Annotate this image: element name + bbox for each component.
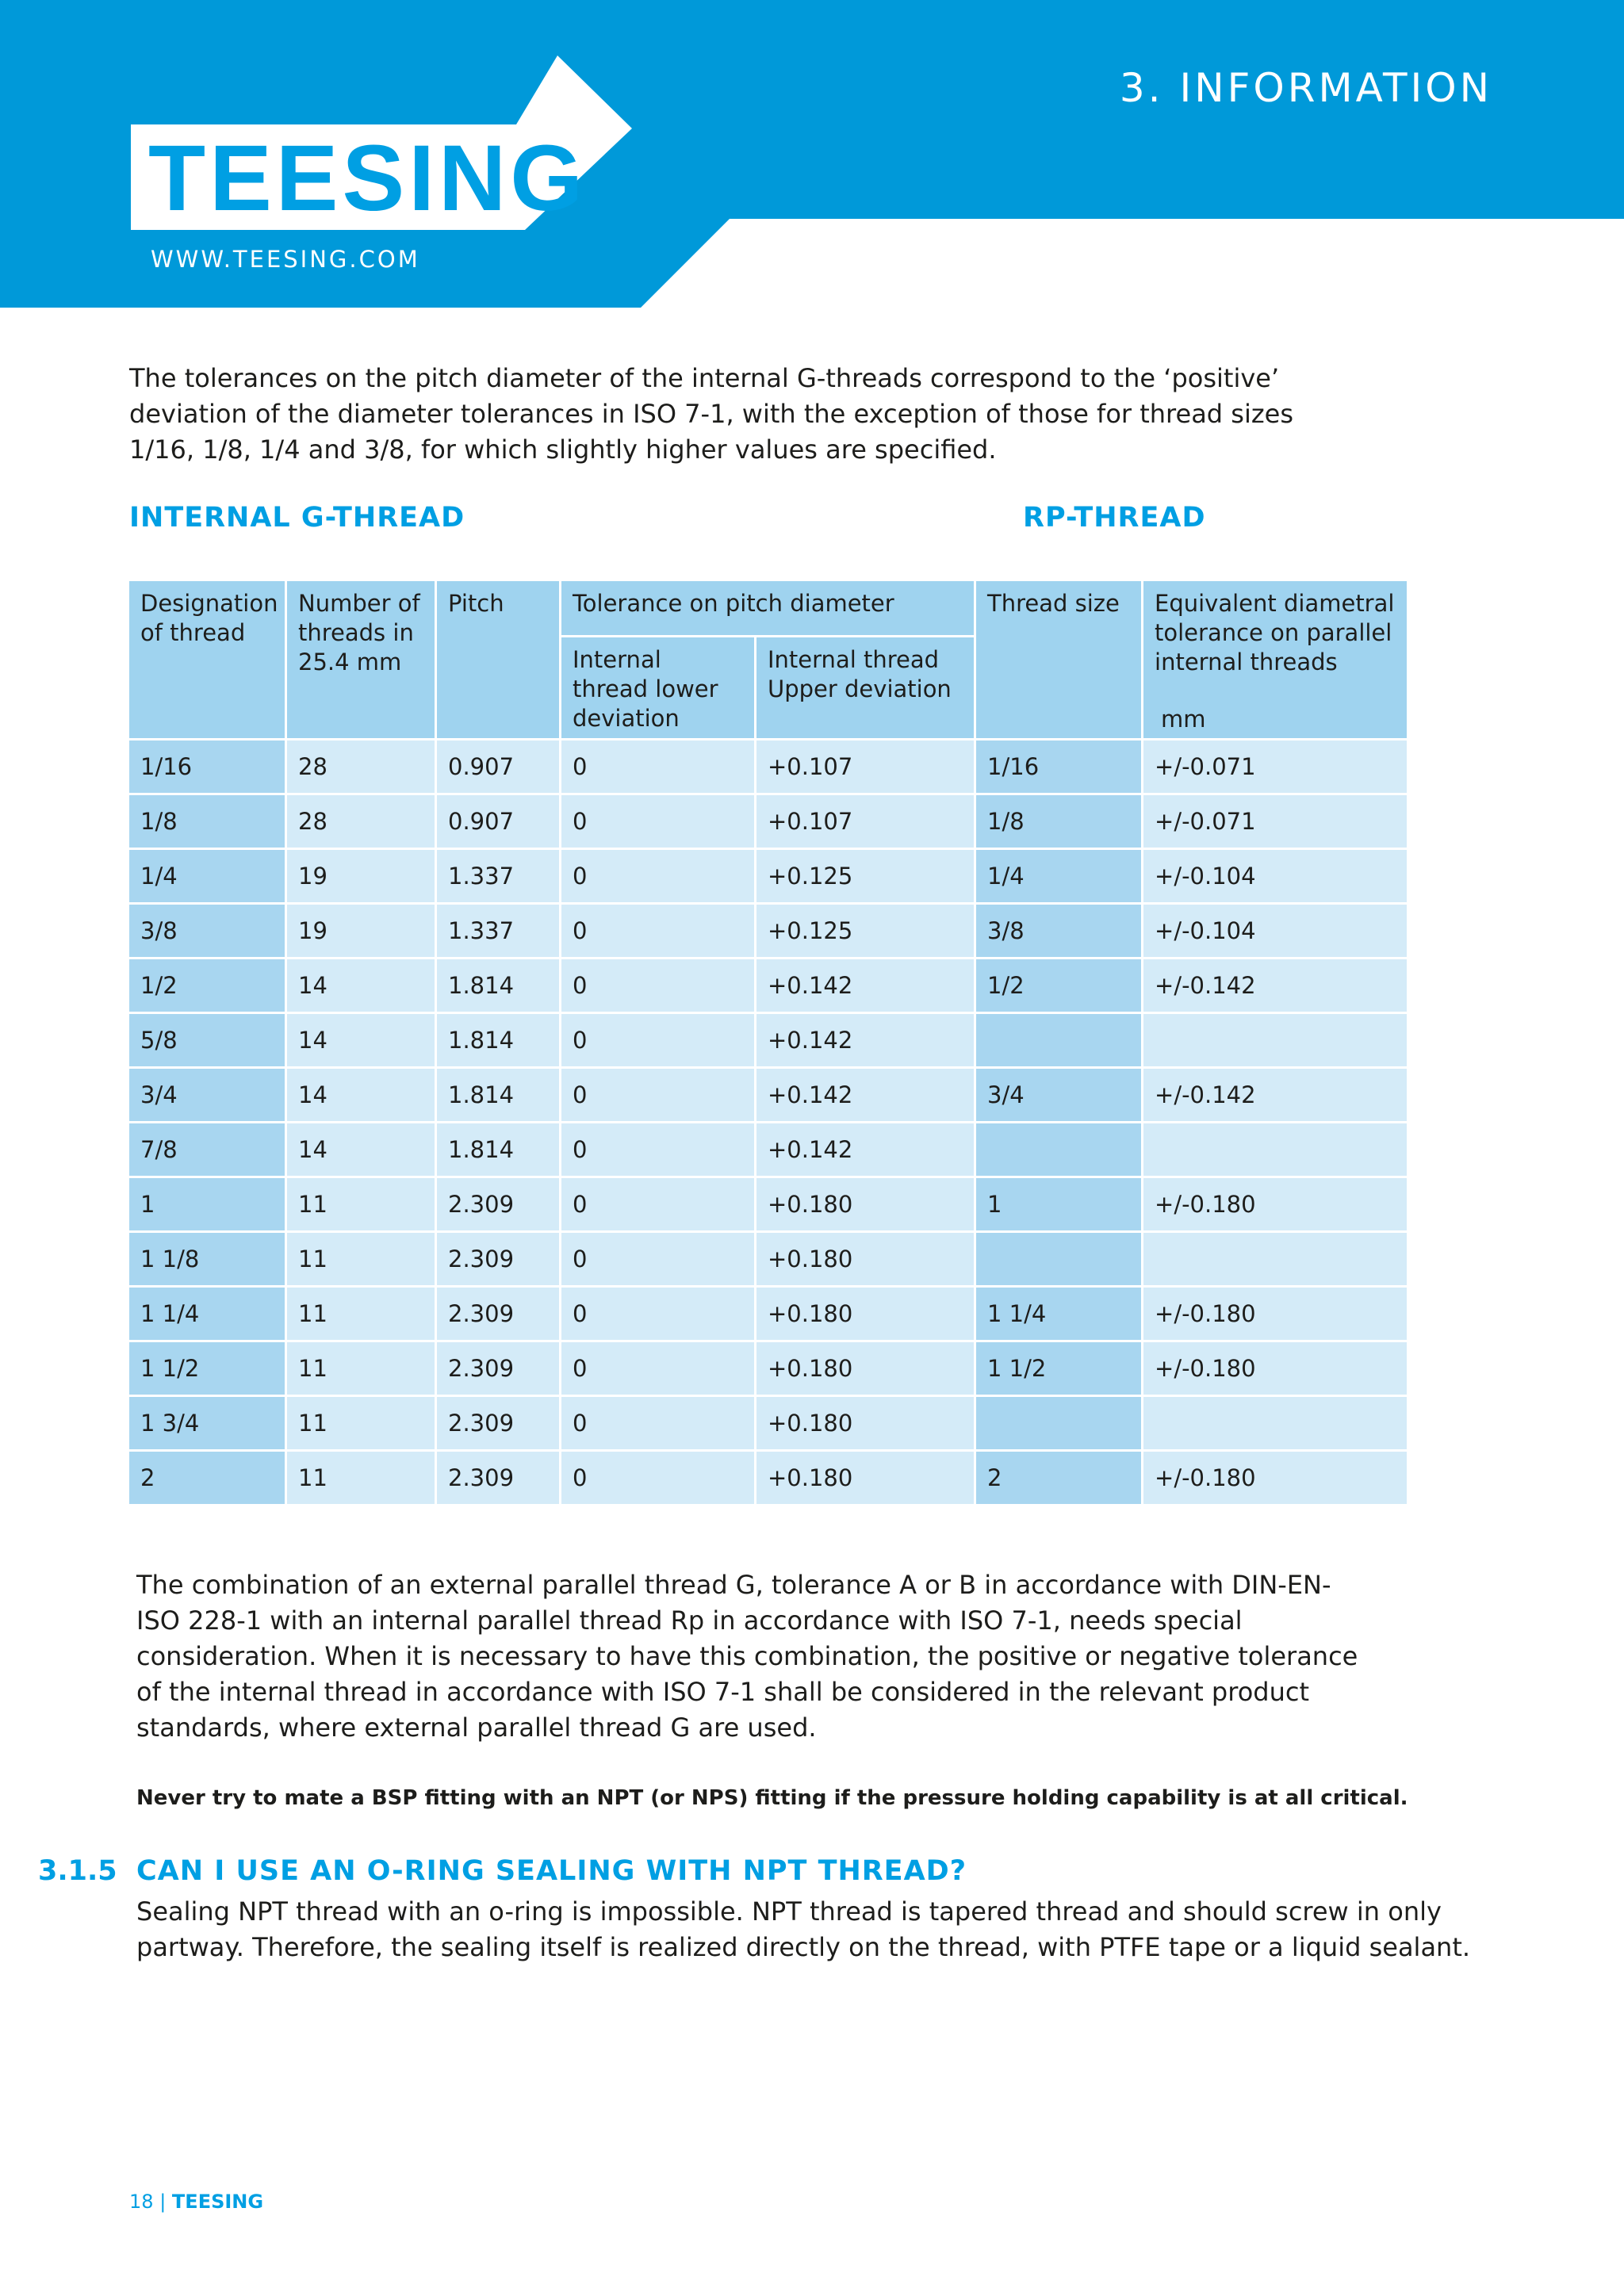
- cell-upper-deviation: +0.180: [756, 1397, 974, 1449]
- table-row: [129, 1288, 1407, 1340]
- cell-thread-size: 1 1/2: [976, 1342, 1141, 1395]
- cell-pitch: 1.814: [437, 1123, 559, 1176]
- cell-lower-deviation: 0: [561, 1014, 754, 1066]
- page-footer: [129, 2191, 263, 2213]
- table-row: [129, 850, 1407, 902]
- cell-designation: 1 3/4: [129, 1397, 285, 1449]
- cell-designation: 1/16: [129, 740, 285, 793]
- header-pitch: Pitch: [437, 581, 559, 738]
- cell-upper-deviation: +0.125: [756, 850, 974, 902]
- cell-upper-deviation: +0.180: [756, 1288, 974, 1340]
- cell-threads: 11: [287, 1342, 435, 1395]
- cell-equivalent-tolerance: +/-0.180: [1143, 1452, 1407, 1504]
- header-equivalent-text: Equivalent diametral tolerance on parallel internal threads: [1155, 590, 1395, 675]
- table-row: [129, 740, 1407, 793]
- cell-equivalent-tolerance: [1143, 1123, 1407, 1176]
- footer-separator: |: [159, 2191, 167, 2213]
- header-upper-deviation: Internal thread Upper deviation: [756, 637, 974, 738]
- table-row: [129, 1123, 1407, 1176]
- cell-upper-deviation: +0.142: [756, 1069, 974, 1121]
- cell-lower-deviation: 0: [561, 1069, 754, 1121]
- cell-thread-size: [976, 1233, 1141, 1285]
- cell-thread-size: 3/8: [976, 905, 1141, 957]
- cell-pitch: 1.814: [437, 1069, 559, 1121]
- cell-thread-size: 1 1/4: [976, 1288, 1141, 1340]
- cell-pitch: 2.309: [437, 1233, 559, 1285]
- cell-upper-deviation: +0.142: [756, 1123, 974, 1176]
- cell-pitch: 2.309: [437, 1397, 559, 1449]
- cell-equivalent-tolerance: +/-0.104: [1143, 850, 1407, 902]
- cell-upper-deviation: +0.180: [756, 1178, 974, 1230]
- cell-upper-deviation: +0.180: [756, 1233, 974, 1285]
- cell-pitch: 1.814: [437, 1014, 559, 1066]
- cell-equivalent-tolerance: +/-0.180: [1143, 1288, 1407, 1340]
- cell-lower-deviation: 0: [561, 959, 754, 1012]
- cell-upper-deviation: +0.107: [756, 795, 974, 848]
- cell-lower-deviation: 0: [561, 1452, 754, 1504]
- cell-lower-deviation: 0: [561, 1233, 754, 1285]
- table-row: [129, 905, 1407, 957]
- cell-pitch: 0.907: [437, 795, 559, 848]
- cell-threads: 14: [287, 1014, 435, 1066]
- cell-thread-size: 1: [976, 1178, 1141, 1230]
- cell-upper-deviation: +0.180: [756, 1342, 974, 1395]
- cell-equivalent-tolerance: +/-0.071: [1143, 795, 1407, 848]
- cell-thread-size: 1/2: [976, 959, 1141, 1012]
- cell-lower-deviation: 0: [561, 795, 754, 848]
- cell-upper-deviation: +0.107: [756, 740, 974, 793]
- cell-lower-deviation: 0: [561, 850, 754, 902]
- cell-designation: 1/8: [129, 795, 285, 848]
- cell-threads: 28: [287, 740, 435, 793]
- cell-lower-deviation: 0: [561, 1178, 754, 1230]
- cell-pitch: 1.337: [437, 850, 559, 902]
- cell-equivalent-tolerance: +/-0.104: [1143, 905, 1407, 957]
- cell-lower-deviation: 0: [561, 905, 754, 957]
- cell-threads: 11: [287, 1452, 435, 1504]
- cell-lower-deviation: 0: [561, 1342, 754, 1395]
- cell-thread-size: 1/4: [976, 850, 1141, 902]
- cell-designation: 1/4: [129, 850, 285, 902]
- warning-note: Never try to mate a BSP fitting with an NPT (or NPS) fitting if the pressure holding capability is at all critical.: [136, 1786, 1408, 1810]
- cell-pitch: 1.814: [437, 959, 559, 1012]
- question-answer: Sealing NPT thread with an o-ring is impossible. NPT thread is tapered thread and should screw in only partway. Therefore, the sealing itself is realized directly on the thread, with PTFE tape or a liquid sealant.: [136, 1896, 1471, 1962]
- combination-paragraph: The combination of an external parallel thread G, tolerance A or B in accordance with DIN-EN-ISO 228-1 with an internal parallel thread Rp in accordance with ISO 7-1, needs special consideration. When it is necessary to have this combination, the positive or negative tolerance of the internal thread in accordance with ISO 7-1 shall be considered in the relevant product standards, where external parallel thread G are used.: [136, 1570, 1358, 1743]
- header-tolerance: Tolerance on pitch diameter: [561, 581, 974, 635]
- footer-brand: TEESING: [171, 2191, 264, 2213]
- cell-thread-size: [976, 1397, 1141, 1449]
- cell-equivalent-tolerance: +/-0.180: [1143, 1342, 1407, 1395]
- cell-threads: 11: [287, 1178, 435, 1230]
- cell-lower-deviation: 0: [561, 1123, 754, 1176]
- cell-equivalent-tolerance: +/-0.180: [1143, 1178, 1407, 1230]
- table-row: [129, 1233, 1407, 1285]
- cell-equivalent-tolerance: [1143, 1397, 1407, 1449]
- header-thread-size: Thread size: [976, 581, 1141, 738]
- table-row: [129, 1178, 1407, 1230]
- question-number: 3.1.5: [38, 1855, 117, 1887]
- cell-threads: 11: [287, 1397, 435, 1449]
- table-row: [129, 795, 1407, 848]
- question-title: CAN I USE AN O-RING SEALING WITH NPT THREAD?: [136, 1855, 967, 1887]
- cell-designation: 1/2: [129, 959, 285, 1012]
- cell-equivalent-tolerance: +/-0.142: [1143, 959, 1407, 1012]
- cell-designation: 5/8: [129, 1014, 285, 1066]
- cell-thread-size: 3/4: [976, 1069, 1141, 1121]
- cell-threads: 11: [287, 1233, 435, 1285]
- header-equivalent-tolerance: [1143, 581, 1407, 738]
- table-row: [129, 1342, 1407, 1395]
- cell-pitch: 2.309: [437, 1178, 559, 1230]
- cell-thread-size: [976, 1123, 1141, 1176]
- header-unit-mm: mm: [1161, 706, 1206, 733]
- table-row: [129, 1452, 1407, 1504]
- cell-thread-size: [976, 1014, 1141, 1066]
- cell-pitch: 2.309: [437, 1288, 559, 1340]
- section-title: 3. INFORMATION: [1119, 65, 1492, 111]
- cell-upper-deviation: +0.142: [756, 1014, 974, 1066]
- caption-internal-g-thread: INTERNAL G-THREAD: [129, 502, 465, 534]
- cell-designation: 7/8: [129, 1123, 285, 1176]
- cell-equivalent-tolerance: +/-0.071: [1143, 740, 1407, 793]
- cell-equivalent-tolerance: +/-0.142: [1143, 1069, 1407, 1121]
- cell-designation: 3/8: [129, 905, 285, 957]
- cell-designation: 1 1/2: [129, 1342, 285, 1395]
- cell-thread-size: 1/16: [976, 740, 1141, 793]
- cell-threads: 11: [287, 1288, 435, 1340]
- table-row: [129, 959, 1407, 1012]
- header-designation: Designation of thread: [129, 581, 285, 738]
- cell-pitch: 1.337: [437, 905, 559, 957]
- cell-upper-deviation: +0.142: [756, 959, 974, 1012]
- page-number: 18: [129, 2191, 154, 2213]
- cell-pitch: 2.309: [437, 1452, 559, 1504]
- cell-designation: 2: [129, 1452, 285, 1504]
- cell-threads: 14: [287, 1069, 435, 1121]
- cell-designation: 1: [129, 1178, 285, 1230]
- table-body: [129, 740, 1407, 1504]
- cell-threads: 14: [287, 959, 435, 1012]
- cell-lower-deviation: 0: [561, 740, 754, 793]
- cell-threads: 14: [287, 1123, 435, 1176]
- website-url[interactable]: WWW.TEESING.COM: [151, 246, 420, 273]
- thread-tolerance-table: [127, 579, 1409, 1506]
- header-threads-count: Number of threads in 25.4 mm: [287, 581, 435, 738]
- cell-designation: 1 1/4: [129, 1288, 285, 1340]
- cell-upper-deviation: +0.180: [756, 1452, 974, 1504]
- cell-equivalent-tolerance: [1143, 1014, 1407, 1066]
- table-row: [129, 1069, 1407, 1121]
- table-row: [129, 1397, 1407, 1449]
- cell-lower-deviation: 0: [561, 1288, 754, 1340]
- cell-equivalent-tolerance: [1143, 1233, 1407, 1285]
- cell-designation: 3/4: [129, 1069, 285, 1121]
- header-lower-deviation: Internal thread lower deviation: [561, 637, 754, 738]
- teesing-logo[interactable]: TEESING: [148, 126, 587, 231]
- table-row: [129, 1014, 1407, 1066]
- cell-upper-deviation: +0.125: [756, 905, 974, 957]
- cell-thread-size: 2: [976, 1452, 1141, 1504]
- cell-threads: 19: [287, 905, 435, 957]
- cell-thread-size: 1/8: [976, 795, 1141, 848]
- cell-threads: 28: [287, 795, 435, 848]
- intro-paragraph: The tolerances on the pitch diameter of the internal G-threads correspond to the ‘positive’ deviation of the diameter tolerances in ISO 7-1, with the exception of those for thread sizes 1/16, 1/8, 1/4 and 3/8, for which slightly higher values are specified.: [129, 363, 1293, 465]
- cell-pitch: 2.309: [437, 1342, 559, 1395]
- cell-pitch: 0.907: [437, 740, 559, 793]
- cell-lower-deviation: 0: [561, 1397, 754, 1449]
- caption-rp-thread: RP-THREAD: [1023, 502, 1206, 534]
- cell-threads: 19: [287, 850, 435, 902]
- cell-designation: 1 1/8: [129, 1233, 285, 1285]
